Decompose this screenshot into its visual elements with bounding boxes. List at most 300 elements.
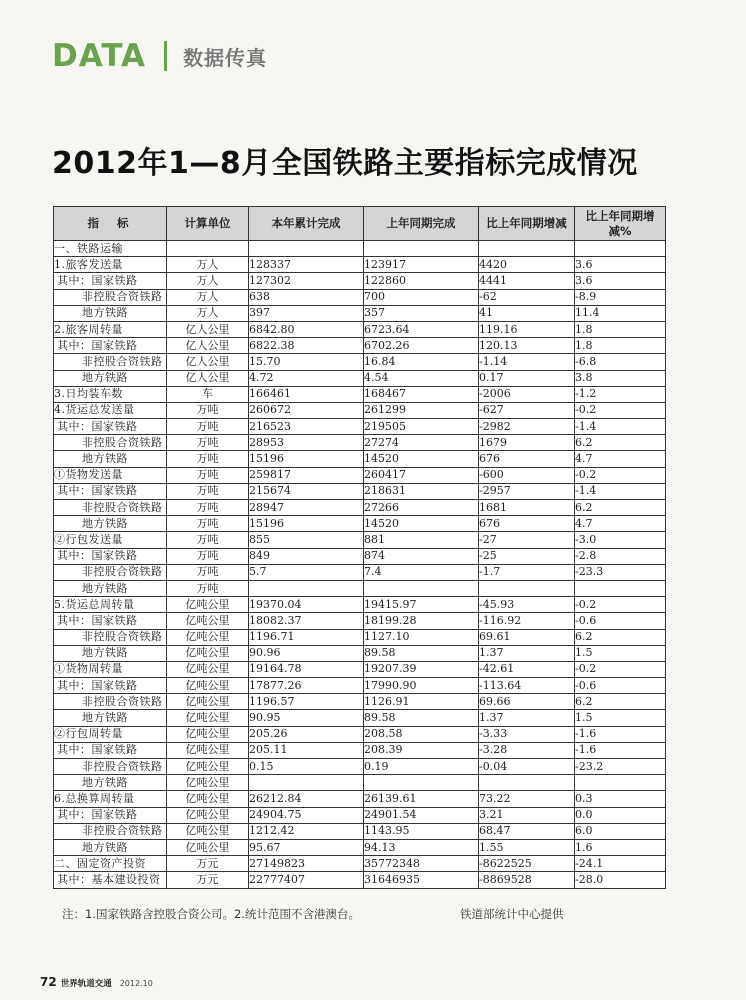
current-value-cell: 6822.38 — [249, 338, 364, 354]
indicator-table — [53, 206, 666, 889]
previous-value-cell: 1126.91 — [364, 694, 479, 710]
previous-value-cell: 26139.61 — [364, 791, 479, 807]
unit-cell: 亿吨公里 — [167, 694, 249, 710]
change-cell: -45.93 — [479, 597, 575, 613]
brand-label: DATA — [52, 38, 147, 74]
table-row — [54, 305, 666, 321]
indicator-cell: ②行包周转量 — [54, 726, 167, 742]
unit-cell: 亿人公里 — [167, 370, 249, 386]
unit-cell: 万元 — [167, 856, 249, 872]
table-row — [54, 483, 666, 499]
indicator-cell: 4.货运总发送量 — [54, 402, 167, 418]
previous-value-cell — [364, 580, 479, 596]
change-cell: 69.61 — [479, 629, 575, 645]
table-row — [54, 548, 666, 564]
unit-cell: 万吨 — [167, 402, 249, 418]
table-row — [54, 289, 666, 305]
page-number: 72 — [40, 975, 57, 989]
indicator-cell: 非控股合资铁路 — [54, 354, 167, 370]
unit-cell: 万吨 — [167, 580, 249, 596]
change-percent-cell: -0.2 — [575, 661, 666, 677]
unit-cell: 亿吨公里 — [167, 823, 249, 839]
current-value-cell: 205.11 — [249, 742, 364, 758]
table-row — [54, 759, 666, 775]
change-cell: 1.37 — [479, 645, 575, 661]
source-credit: 铁道部统计中心提供 — [460, 907, 564, 921]
indicator-cell: 其中：国家铁路 — [54, 483, 167, 499]
header-previous: 上年同期完成 — [364, 207, 479, 241]
current-value-cell: 4.72 — [249, 370, 364, 386]
previous-value-cell: 218631 — [364, 483, 479, 499]
previous-value-cell — [364, 241, 479, 257]
change-cell — [479, 580, 575, 596]
previous-value-cell: 700 — [364, 289, 479, 305]
table-row — [54, 823, 666, 839]
page-footer — [40, 975, 153, 989]
current-value-cell: 849 — [249, 548, 364, 564]
change-percent-cell: 4.7 — [575, 451, 666, 467]
table-row — [54, 241, 666, 257]
current-value-cell: 1212.42 — [249, 823, 364, 839]
unit-cell: 亿吨公里 — [167, 645, 249, 661]
change-cell: 120.13 — [479, 338, 575, 354]
indicator-cell: ①货物发送量 — [54, 467, 167, 483]
previous-value-cell: 881 — [364, 532, 479, 548]
unit-cell: 车 — [167, 386, 249, 402]
indicator-cell: 地方铁路 — [54, 451, 167, 467]
change-cell: -62 — [479, 289, 575, 305]
indicator-cell: 2.旅客周转量 — [54, 321, 167, 337]
indicator-cell: 1.旅客发送量 — [54, 257, 167, 273]
current-value-cell: 215674 — [249, 483, 364, 499]
change-cell: 1679 — [479, 435, 575, 451]
table-row — [54, 386, 666, 402]
table-row — [54, 678, 666, 694]
indicator-cell: 5.货运总周转量 — [54, 597, 167, 613]
previous-value-cell: 31646935 — [364, 872, 479, 888]
table-row — [54, 338, 666, 354]
current-value-cell: 6842.80 — [249, 321, 364, 337]
previous-value-cell: 122860 — [364, 273, 479, 289]
previous-value-cell: 0.19 — [364, 759, 479, 775]
change-percent-cell: -28.0 — [575, 872, 666, 888]
unit-cell: 万吨 — [167, 467, 249, 483]
table-row — [54, 791, 666, 807]
unit-cell: 亿吨公里 — [167, 839, 249, 855]
indicator-cell: 非控股合资铁路 — [54, 289, 167, 305]
previous-value-cell: 89.58 — [364, 710, 479, 726]
unit-cell: 亿人公里 — [167, 321, 249, 337]
previous-value-cell: 874 — [364, 548, 479, 564]
current-value-cell: 1196.71 — [249, 629, 364, 645]
table-row — [54, 710, 666, 726]
indicator-cell: 其中：国家铁路 — [54, 338, 167, 354]
previous-value-cell: 35772348 — [364, 856, 479, 872]
table-row — [54, 564, 666, 580]
section-label: 数据传真 — [183, 45, 268, 70]
table-row — [54, 321, 666, 337]
change-percent-cell: 1.5 — [575, 710, 666, 726]
change-percent-cell: 0.0 — [575, 807, 666, 823]
current-value-cell: 24904.75 — [249, 807, 364, 823]
table-row — [54, 354, 666, 370]
change-percent-cell: -1.6 — [575, 726, 666, 742]
change-cell: -2006 — [479, 386, 575, 402]
indicator-cell: 其中：国家铁路 — [54, 807, 167, 823]
change-percent-cell: 3.6 — [575, 257, 666, 273]
table-row — [54, 807, 666, 823]
page-title: 2012年1—8月全国铁路主要指标完成情况 — [52, 146, 638, 181]
current-value-cell: 15196 — [249, 516, 364, 532]
current-value-cell: 15.70 — [249, 354, 364, 370]
indicator-cell: 非控股合资铁路 — [54, 759, 167, 775]
table-row — [54, 597, 666, 613]
change-percent-cell: -1.6 — [575, 742, 666, 758]
previous-value-cell: 261299 — [364, 402, 479, 418]
unit-cell: 亿人公里 — [167, 354, 249, 370]
change-cell: -627 — [479, 402, 575, 418]
indicator-cell: 非控股合资铁路 — [54, 500, 167, 516]
unit-cell: 亿吨公里 — [167, 597, 249, 613]
change-percent-cell — [575, 775, 666, 791]
table-row — [54, 645, 666, 661]
indicator-cell: 非控股合资铁路 — [54, 823, 167, 839]
previous-value-cell: 208.39 — [364, 742, 479, 758]
unit-cell: 亿吨公里 — [167, 678, 249, 694]
indicator-cell: 非控股合资铁路 — [54, 435, 167, 451]
change-percent-cell: 6.2 — [575, 629, 666, 645]
change-percent-cell: 1.5 — [575, 645, 666, 661]
current-value-cell: 90.95 — [249, 710, 364, 726]
current-value-cell: 18082.37 — [249, 613, 364, 629]
current-value-cell: 28953 — [249, 435, 364, 451]
current-value-cell: 28947 — [249, 500, 364, 516]
change-percent-cell: 1.6 — [575, 839, 666, 855]
current-value-cell: 1196.57 — [249, 694, 364, 710]
change-percent-cell: 1.8 — [575, 321, 666, 337]
unit-cell: 万吨 — [167, 435, 249, 451]
change-cell: 4441 — [479, 273, 575, 289]
change-cell: 41 — [479, 305, 575, 321]
change-cell: 73.22 — [479, 791, 575, 807]
table-row — [54, 856, 666, 872]
unit-cell: 亿吨公里 — [167, 661, 249, 677]
unit-cell: 万吨 — [167, 451, 249, 467]
indicator-cell: ②行包发送量 — [54, 532, 167, 548]
change-cell: -600 — [479, 467, 575, 483]
current-value-cell: 166461 — [249, 386, 364, 402]
previous-value-cell: 4.54 — [364, 370, 479, 386]
change-percent-cell: -0.2 — [575, 597, 666, 613]
table-row — [54, 402, 666, 418]
current-value-cell: 90.96 — [249, 645, 364, 661]
header-unit: 计算单位 — [167, 207, 249, 241]
change-cell: -1.14 — [479, 354, 575, 370]
indicator-cell: 地方铁路 — [54, 839, 167, 855]
change-cell: -42.61 — [479, 661, 575, 677]
current-value-cell: 127302 — [249, 273, 364, 289]
change-cell: 69.66 — [479, 694, 575, 710]
previous-value-cell: 6723.64 — [364, 321, 479, 337]
previous-value-cell: 260417 — [364, 467, 479, 483]
change-cell: -25 — [479, 548, 575, 564]
current-value-cell: 22777407 — [249, 872, 364, 888]
current-value-cell: 19370.04 — [249, 597, 364, 613]
table-row — [54, 516, 666, 532]
unit-cell: 亿吨公里 — [167, 807, 249, 823]
current-value-cell: 5.7 — [249, 564, 364, 580]
current-value-cell: 205.26 — [249, 726, 364, 742]
current-value-cell: 128337 — [249, 257, 364, 273]
change-cell — [479, 775, 575, 791]
indicator-cell: 非控股合资铁路 — [54, 629, 167, 645]
indicator-cell: 地方铁路 — [54, 645, 167, 661]
unit-cell: 万吨 — [167, 548, 249, 564]
indicator-cell: 其中：国家铁路 — [54, 419, 167, 435]
table-row — [54, 661, 666, 677]
change-percent-cell: 4.7 — [575, 516, 666, 532]
unit-cell: 万吨 — [167, 483, 249, 499]
table-row — [54, 370, 666, 386]
table-row — [54, 775, 666, 791]
unit-cell: 万人 — [167, 305, 249, 321]
change-cell: -2957 — [479, 483, 575, 499]
change-percent-cell: -23.2 — [575, 759, 666, 775]
change-cell: -1.7 — [479, 564, 575, 580]
current-value-cell: 0.15 — [249, 759, 364, 775]
unit-cell: 亿吨公里 — [167, 613, 249, 629]
table-row — [54, 726, 666, 742]
previous-value-cell: 24901.54 — [364, 807, 479, 823]
previous-value-cell: 17990.90 — [364, 678, 479, 694]
current-value-cell: 95.67 — [249, 839, 364, 855]
current-value-cell: 260672 — [249, 402, 364, 418]
header-change: 比上年同期增减 — [479, 207, 575, 241]
indicator-cell: 地方铁路 — [54, 775, 167, 791]
indicator-cell: 地方铁路 — [54, 305, 167, 321]
unit-cell: 亿吨公里 — [167, 629, 249, 645]
previous-value-cell: 14520 — [364, 451, 479, 467]
previous-value-cell: 89.58 — [364, 645, 479, 661]
change-cell: 1681 — [479, 500, 575, 516]
previous-value-cell: 357 — [364, 305, 479, 321]
current-value-cell: 216523 — [249, 419, 364, 435]
change-percent-cell: -6.8 — [575, 354, 666, 370]
change-percent-cell: -0.2 — [575, 467, 666, 483]
indicator-cell: 6.总换算周转量 — [54, 791, 167, 807]
indicator-cell: 3.日均装车数 — [54, 386, 167, 402]
indicator-cell: 其中：国家铁路 — [54, 678, 167, 694]
table-row — [54, 500, 666, 516]
change-percent-cell: 6.2 — [575, 435, 666, 451]
unit-cell: 亿吨公里 — [167, 759, 249, 775]
change-cell: 1.37 — [479, 710, 575, 726]
current-value-cell: 17877.26 — [249, 678, 364, 694]
change-percent-cell: -1.4 — [575, 483, 666, 499]
unit-cell: 亿吨公里 — [167, 742, 249, 758]
current-value-cell: 15196 — [249, 451, 364, 467]
previous-value-cell: 94.13 — [364, 839, 479, 855]
current-value-cell — [249, 580, 364, 596]
change-percent-cell — [575, 241, 666, 257]
unit-cell: 万人 — [167, 273, 249, 289]
unit-cell: 万吨 — [167, 516, 249, 532]
change-cell: 0.17 — [479, 370, 575, 386]
previous-value-cell — [364, 775, 479, 791]
table-row — [54, 435, 666, 451]
change-cell: -0.04 — [479, 759, 575, 775]
previous-value-cell: 123917 — [364, 257, 479, 273]
change-cell: 676 — [479, 451, 575, 467]
current-value-cell: 27149823 — [249, 856, 364, 872]
change-percent-cell: 6.2 — [575, 694, 666, 710]
unit-cell: 万吨 — [167, 419, 249, 435]
previous-value-cell: 208.58 — [364, 726, 479, 742]
previous-value-cell: 1127.10 — [364, 629, 479, 645]
table-row — [54, 580, 666, 596]
change-cell: 119.16 — [479, 321, 575, 337]
footnote: 注：1.国家铁路含控股合资公司。2.统计范围不含港澳台。 — [62, 907, 360, 921]
unit-cell: 万吨 — [167, 532, 249, 548]
indicator-cell: 其中：国家铁路 — [54, 273, 167, 289]
indicator-cell: 其中：基本建设投资 — [54, 872, 167, 888]
change-percent-cell: -24.1 — [575, 856, 666, 872]
table-row — [54, 629, 666, 645]
current-value-cell: 638 — [249, 289, 364, 305]
change-percent-cell: 1.8 — [575, 338, 666, 354]
change-percent-cell: -0.2 — [575, 402, 666, 418]
change-cell: -27 — [479, 532, 575, 548]
header-current: 本年累计完成 — [249, 207, 364, 241]
previous-value-cell: 219505 — [364, 419, 479, 435]
previous-value-cell: 7.4 — [364, 564, 479, 580]
change-percent-cell: 6.2 — [575, 500, 666, 516]
table-row — [54, 839, 666, 855]
current-value-cell: 397 — [249, 305, 364, 321]
table-row — [54, 451, 666, 467]
change-cell: -2982 — [479, 419, 575, 435]
change-percent-cell: -1.2 — [575, 386, 666, 402]
magazine-name: 世界轨道交通 — [60, 979, 112, 989]
indicator-cell: 其中：国家铁路 — [54, 613, 167, 629]
change-cell: -8869528 — [479, 872, 575, 888]
change-cell: -116.92 — [479, 613, 575, 629]
table-row — [54, 257, 666, 273]
previous-value-cell: 1143.95 — [364, 823, 479, 839]
page-header — [52, 36, 267, 76]
unit-cell: 万吨 — [167, 500, 249, 516]
issue-number: 2012.10 — [119, 979, 153, 988]
indicator-cell: 地方铁路 — [54, 710, 167, 726]
current-value-cell: 259817 — [249, 467, 364, 483]
indicator-cell: 非控股合资铁路 — [54, 564, 167, 580]
table-row — [54, 532, 666, 548]
indicator-cell: 其中：国家铁路 — [54, 548, 167, 564]
change-percent-cell: 11.4 — [575, 305, 666, 321]
header-divider — [164, 41, 167, 71]
previous-value-cell: 18199.28 — [364, 613, 479, 629]
change-percent-cell: -0.6 — [575, 613, 666, 629]
change-cell: 676 — [479, 516, 575, 532]
current-value-cell: 19164.78 — [249, 661, 364, 677]
indicator-cell: 地方铁路 — [54, 580, 167, 596]
change-cell: 3.21 — [479, 807, 575, 823]
change-cell: 1.55 — [479, 839, 575, 855]
change-cell: -3.33 — [479, 726, 575, 742]
previous-value-cell: 6702.26 — [364, 338, 479, 354]
indicator-cell: 地方铁路 — [54, 516, 167, 532]
unit-cell: 亿吨公里 — [167, 791, 249, 807]
change-cell — [479, 241, 575, 257]
change-percent-cell: 6.0 — [575, 823, 666, 839]
change-percent-cell: -8.9 — [575, 289, 666, 305]
previous-value-cell: 19415.97 — [364, 597, 479, 613]
unit-cell: 亿人公里 — [167, 338, 249, 354]
change-percent-cell: -2.8 — [575, 548, 666, 564]
indicator-cell: 地方铁路 — [54, 370, 167, 386]
previous-value-cell: 168467 — [364, 386, 479, 402]
current-value-cell: 855 — [249, 532, 364, 548]
table-row — [54, 694, 666, 710]
table-body — [54, 241, 666, 889]
change-percent-cell: 0.3 — [575, 791, 666, 807]
previous-value-cell: 19207.39 — [364, 661, 479, 677]
change-cell: -8622525 — [479, 856, 575, 872]
table-row — [54, 613, 666, 629]
previous-value-cell: 16.84 — [364, 354, 479, 370]
change-percent-cell: -0.6 — [575, 678, 666, 694]
table-row — [54, 872, 666, 888]
unit-cell: 万元 — [167, 872, 249, 888]
change-cell: -113.64 — [479, 678, 575, 694]
change-percent-cell: -1.4 — [575, 419, 666, 435]
table-row — [54, 742, 666, 758]
previous-value-cell: 14520 — [364, 516, 479, 532]
header-change-percent: 比上年同期增减% — [575, 207, 666, 241]
previous-value-cell: 27266 — [364, 500, 479, 516]
change-percent-cell: -23.3 — [575, 564, 666, 580]
unit-cell — [167, 241, 249, 257]
indicator-cell: 一、铁路运输 — [54, 241, 167, 257]
change-percent-cell: 3.8 — [575, 370, 666, 386]
change-cell: -3.28 — [479, 742, 575, 758]
table-row — [54, 273, 666, 289]
table-row — [54, 467, 666, 483]
previous-value-cell: 27274 — [364, 435, 479, 451]
current-value-cell — [249, 775, 364, 791]
unit-cell: 亿吨公里 — [167, 726, 249, 742]
change-percent-cell: 3.6 — [575, 273, 666, 289]
unit-cell: 万人 — [167, 289, 249, 305]
unit-cell: 亿吨公里 — [167, 775, 249, 791]
change-cell: 4420 — [479, 257, 575, 273]
change-percent-cell: -3.0 — [575, 532, 666, 548]
table-row — [54, 419, 666, 435]
unit-cell: 万人 — [167, 257, 249, 273]
indicator-cell: 其中：国家铁路 — [54, 742, 167, 758]
indicator-cell: 二、固定资产投资 — [54, 856, 167, 872]
table-header-row — [54, 207, 666, 241]
indicator-cell: 非控股合资铁路 — [54, 694, 167, 710]
unit-cell: 亿吨公里 — [167, 710, 249, 726]
unit-cell: 万吨 — [167, 564, 249, 580]
current-value-cell: 26212.84 — [249, 791, 364, 807]
change-cell: 68.47 — [479, 823, 575, 839]
current-value-cell — [249, 241, 364, 257]
indicator-cell: ①货物周转量 — [54, 661, 167, 677]
change-percent-cell — [575, 580, 666, 596]
header-indicator: 指标 — [54, 207, 167, 241]
